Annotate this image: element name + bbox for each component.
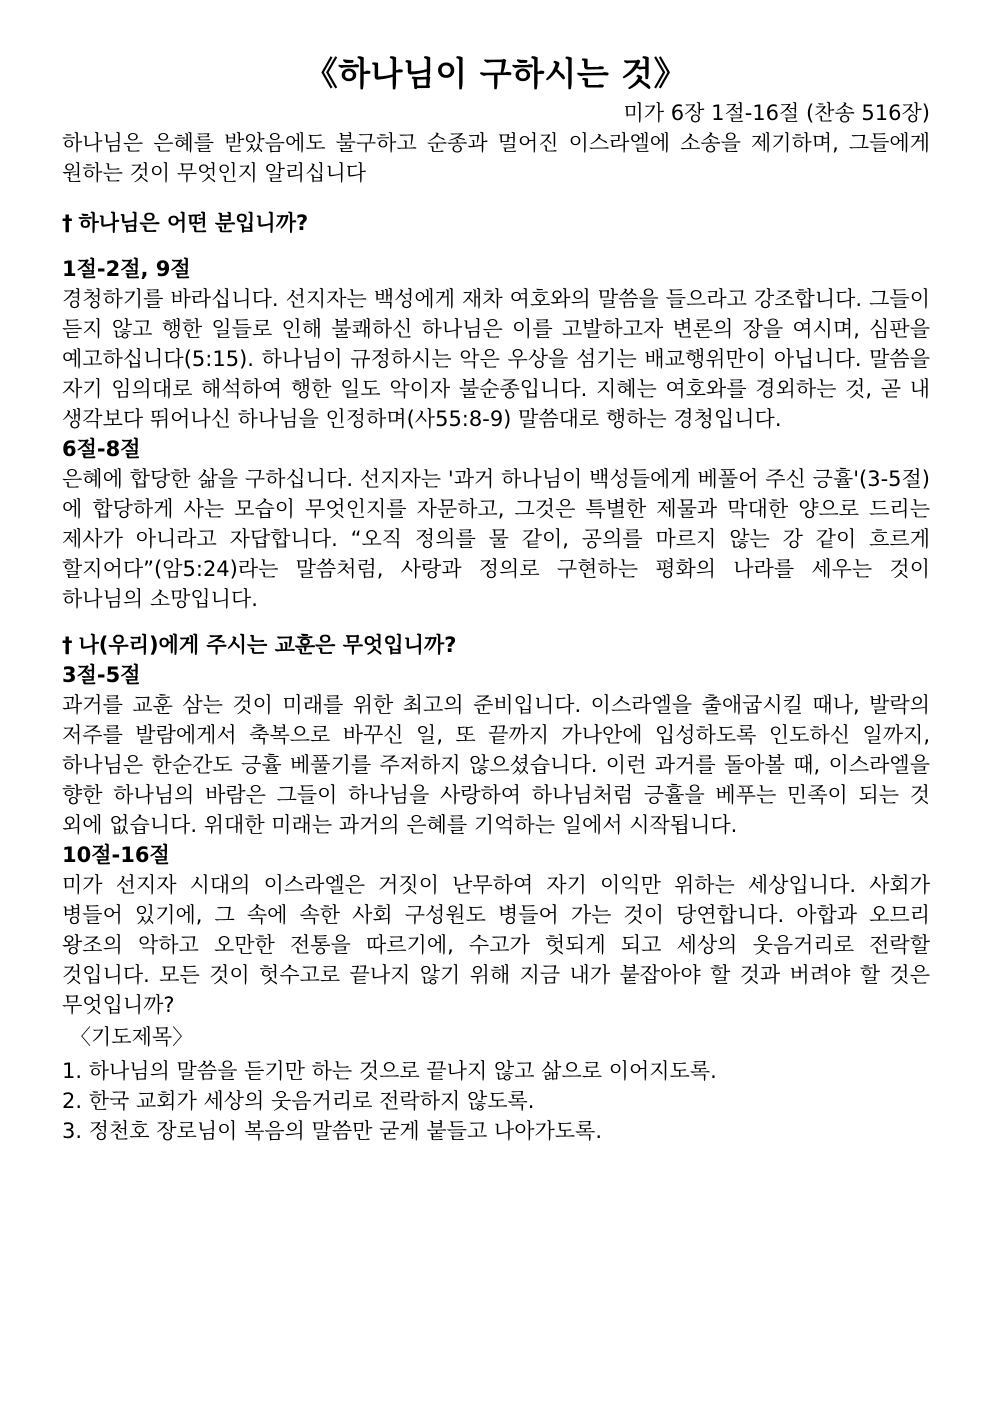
- prayer-item: 3. 정천호 장로님이 복음의 말씀만 굳게 붙들고 나아가도록.: [62, 1119, 603, 1143]
- section-question: 하나님은 어떤 분입니까?: [78, 211, 309, 235]
- intro-paragraph: 하나님은 은혜를 받았음에도 불구하고 순종과 멀어진 이스라엘에 소송을 제기하며, 그들에게 원하는 것이 무엇인지 알리십니다: [62, 131, 930, 185]
- section-question: 나(우리)에게 주시는 교훈은 무엇입니까?: [78, 633, 457, 657]
- verse-heading: 3절-5절: [62, 663, 141, 687]
- page-title: 《하나님이 구하시는 것》: [304, 54, 688, 93]
- section-heading-lesson: [62, 630, 930, 660]
- verse-heading: 10절-16절: [62, 843, 170, 867]
- dagger-icon: †: [62, 211, 73, 235]
- dagger-icon: †: [62, 633, 73, 657]
- verse-paragraph: 은혜에 합당한 삶을 구하십니다. 선지자는 '과거 하나님이 백성들에게 베풀어 주신 긍휼'(3-5절)에 합당하게 사는 모습이 무엇인지를 자문하고, 그것은 특별한 제물과 막대한 양으로 드리는 제사가 아니라고 자답합니다. “오직 정의를 물 같이, 공의를 마르지 않는 강 같이 흐르게 할지어다”(암5:24)라는 말씀처럼, 사랑과 정의로 구현하는 평화의 나라를 세우는 것이 하나님의 소망입니다.: [62, 467, 930, 611]
- verse-heading: 1절-2절, 9절: [62, 257, 191, 281]
- prayer-item: 1. 하나님의 말씀을 듣기만 하는 것으로 끝나지 않고 삶으로 이어지도록.: [62, 1059, 717, 1083]
- verse-paragraph: 미가 선지자 시대의 이스라엘은 거짓이 난무하여 자기 이익만 위하는 세상입니다. 사회가 병들어 있기에, 그 속에 속한 사회 구성원도 병들어 가는 것이 당연합니다. 아합과 오므리 왕조의 악하고 오만한 전통을 따르기에, 수고가 헛되게 되고 세상의 웃음거리로 전락할 것입니다. 모든 것이 헛수고로 끝나지 않기 위해 지금 내가 붙잡아야 할 것과 버려야 할 것은 무엇입니까?: [62, 873, 930, 1017]
- section-heading-who-is-god: [62, 208, 930, 238]
- verse-heading: 6절-8절: [62, 437, 141, 461]
- prayer-list: [62, 1056, 930, 1146]
- document-page: [62, 52, 930, 1146]
- verse-paragraph: 과거를 교훈 삼는 것이 미래를 위한 최고의 준비입니다. 이스라엘을 출애굽시킬 때나, 발락의 저주를 발람에게서 축복으로 바꾸신 일, 또 끝까지 가나안에 입성하도록 인도하신 일까지, 하나님은 한순간도 긍휼 베풀기를 주저하지 않으셨습니다. 이런 과거를 돌아볼 때, 이스라엘을 향한 하나님의 바람은 그들이 하나님을 사랑하여 하나님처럼 긍휼을 베푸는 민족이 되는 것 외에 없습니다. 위대한 미래는 과거의 은혜를 기억하는 일에서 시작됩니다.: [62, 693, 930, 837]
- scripture-reference: 미가 6장 1절-16절 (찬송 516장): [623, 101, 930, 125]
- prayer-item: 2. 한국 교회가 세상의 웃음거리로 전락하지 않도록.: [62, 1089, 535, 1113]
- verse-paragraph: 경청하기를 바라십니다. 선지자는 백성에게 재차 여호와의 말씀을 들으라고 강조합니다. 그들이 듣지 않고 행한 일들로 인해 불쾌하신 하나님은 이를 고발하고자 변론의 장을 여시며, 심판을 예고하십니다(5:15). 하나님이 규정하시는 악은 우상을 섬기는 배교행위만이 아닙니다. 말씀을 자기 임의대로 해석하여 행한 일도 악이자 불순종입니다. 지혜는 여호와를 경외하는 것, 곧 내 생각보다 뛰어나신 하나님을 인정하며(사55:8-9) 말씀대로 행하는 경청입니다.: [62, 287, 930, 431]
- prayer-title: 〈기도제목〉: [70, 1025, 194, 1049]
